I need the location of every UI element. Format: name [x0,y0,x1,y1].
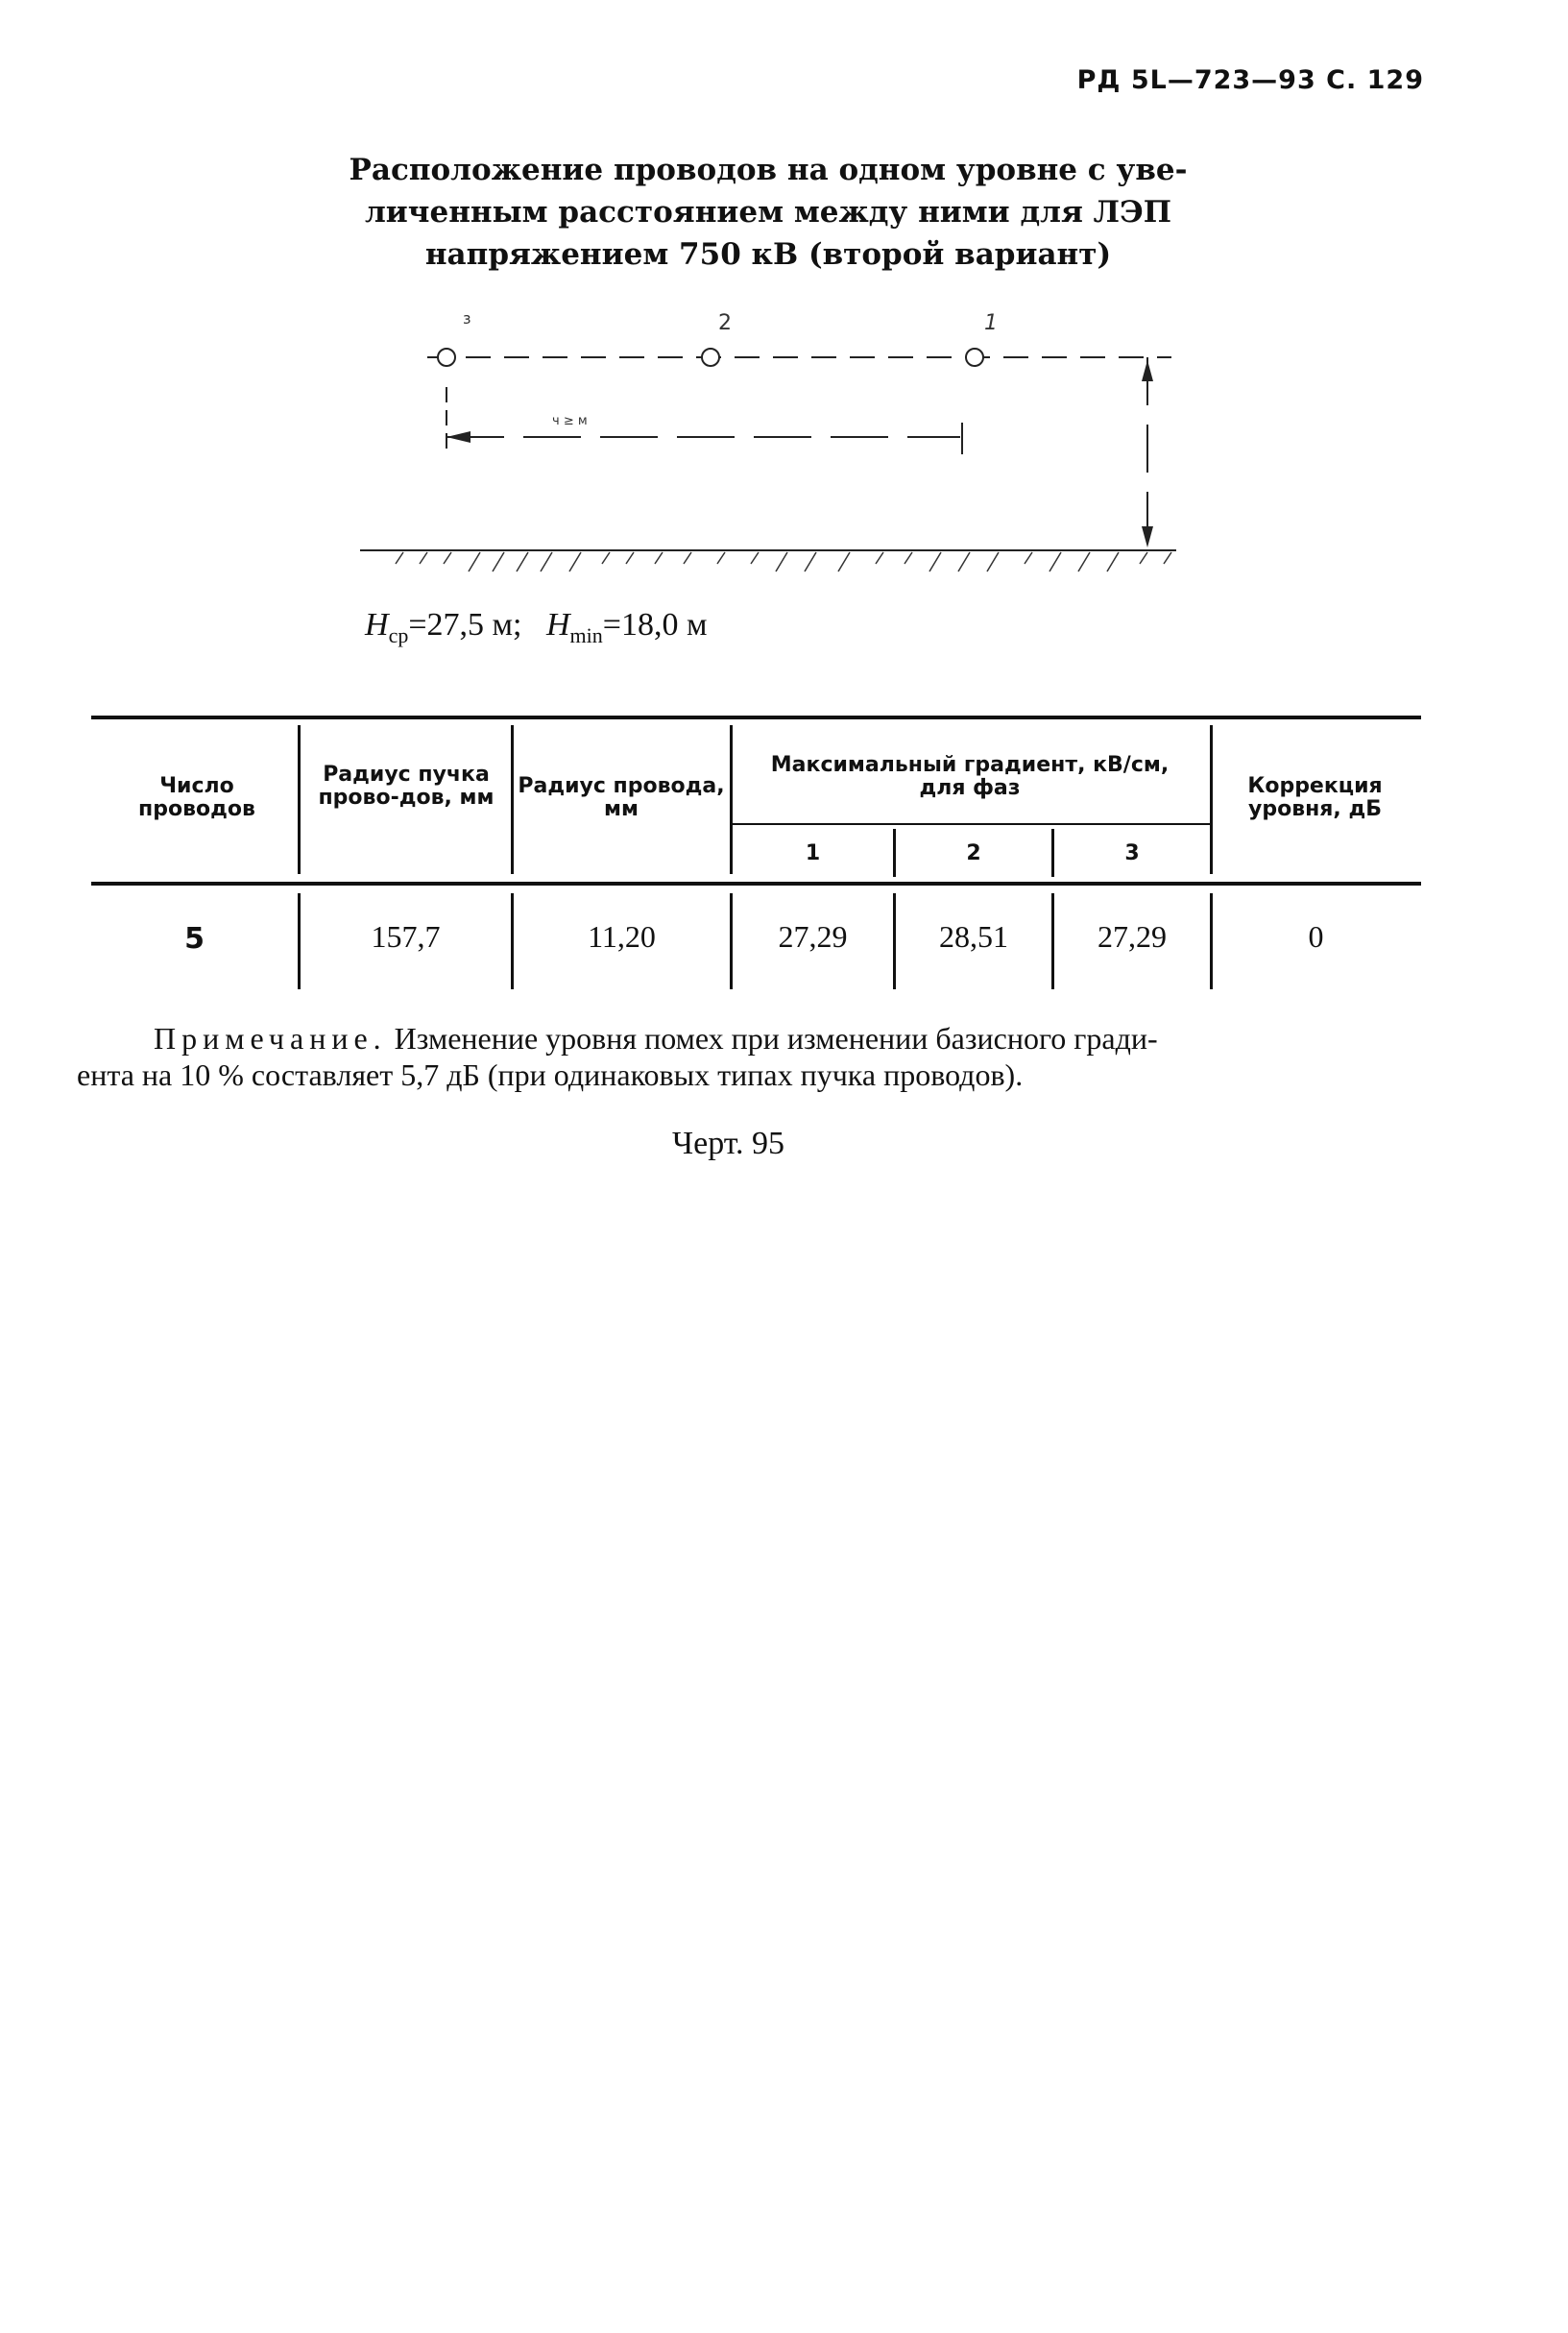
note-line-2 [77,1057,1421,1093]
title-line-2: личенным расстоянием между ними для ЛЭП [364,195,1172,230]
figure-caption: Черт. 95 [672,1126,785,1161]
h-min-value: =18,0 м [602,607,708,643]
header-phase-3: 3 [1124,841,1140,865]
h-avg-symbol: H [365,607,389,643]
phase-subheader-rule [730,823,1210,825]
phase-label-1: 1 [984,311,998,335]
cell-level-correction: 0 [1308,919,1324,954]
h-avg-subscript: ср [388,622,409,647]
cell-wire-radius: 11,20 [588,919,656,954]
header-bottom-rule [91,882,1421,886]
cell-gradient-phase-2: 28,51 [939,919,1008,954]
header-wire-radius: Радиус провода, мм [518,774,725,821]
phase-label-3: з [463,309,471,328]
cell-gradient-phase-1: 27,29 [778,919,848,954]
h-min-symbol: H [545,607,570,643]
header-phase-2: 2 [966,841,981,865]
title-line-3: напряжением 750 кВ (второй вариант) [424,237,1112,272]
conductor-3 [438,349,455,366]
header-level-correction: Коррекция уровня, дБ [1247,774,1383,821]
col-sep-1 [298,725,301,874]
figure-title [288,149,1248,276]
phase-label-2: 2 [718,311,732,335]
col-sep-2 [511,725,514,874]
h-min-subscript: min [569,622,603,647]
note-text-1: Изменение уровня помех при изменении базисного гради- [394,1021,1158,1056]
span-label: ч ≥ м [552,414,588,428]
height-formula [365,607,1229,648]
header-phase-1: 1 [805,841,821,865]
cell-bundle-radius: 157,7 [371,919,441,954]
h-avg-value: =27,5 м; [408,607,522,643]
note-lead: Примечание. [154,1021,387,1056]
span-arrow-left [446,431,470,443]
header-wire-count: Число проводов [138,774,255,821]
note-text-2: ента на 10 % составляет 5,7 дБ (при одинаковых типах пучка проводов). [77,1057,1024,1092]
note-paragraph [77,1020,1421,1093]
wire-layout-diagram [346,303,1191,591]
note-line-1 [154,1020,1421,1057]
page-reference: РД 5L—723—93 С. 129 [1076,65,1424,95]
col-sep-6 [1210,725,1213,874]
conductor-1 [966,349,983,366]
header-max-gradient: Максимальный градиент, кВ/см, для фаз [770,753,1170,800]
title-line-1: Расположение проводов на одном уровне с уве- [349,153,1188,187]
height-arrow-top [1142,360,1153,381]
conductor-2 [702,349,719,366]
cell-gradient-phase-3: 27,29 [1098,919,1167,954]
header-bundle-radius: Радиус пучка прово-дов, мм [318,763,495,810]
cell-wire-count: 5 [184,922,205,956]
height-arrow-bottom [1142,526,1153,547]
gradient-table [91,716,1421,1013]
table-top-rule [91,716,1421,719]
ground-hatching [396,552,1171,571]
